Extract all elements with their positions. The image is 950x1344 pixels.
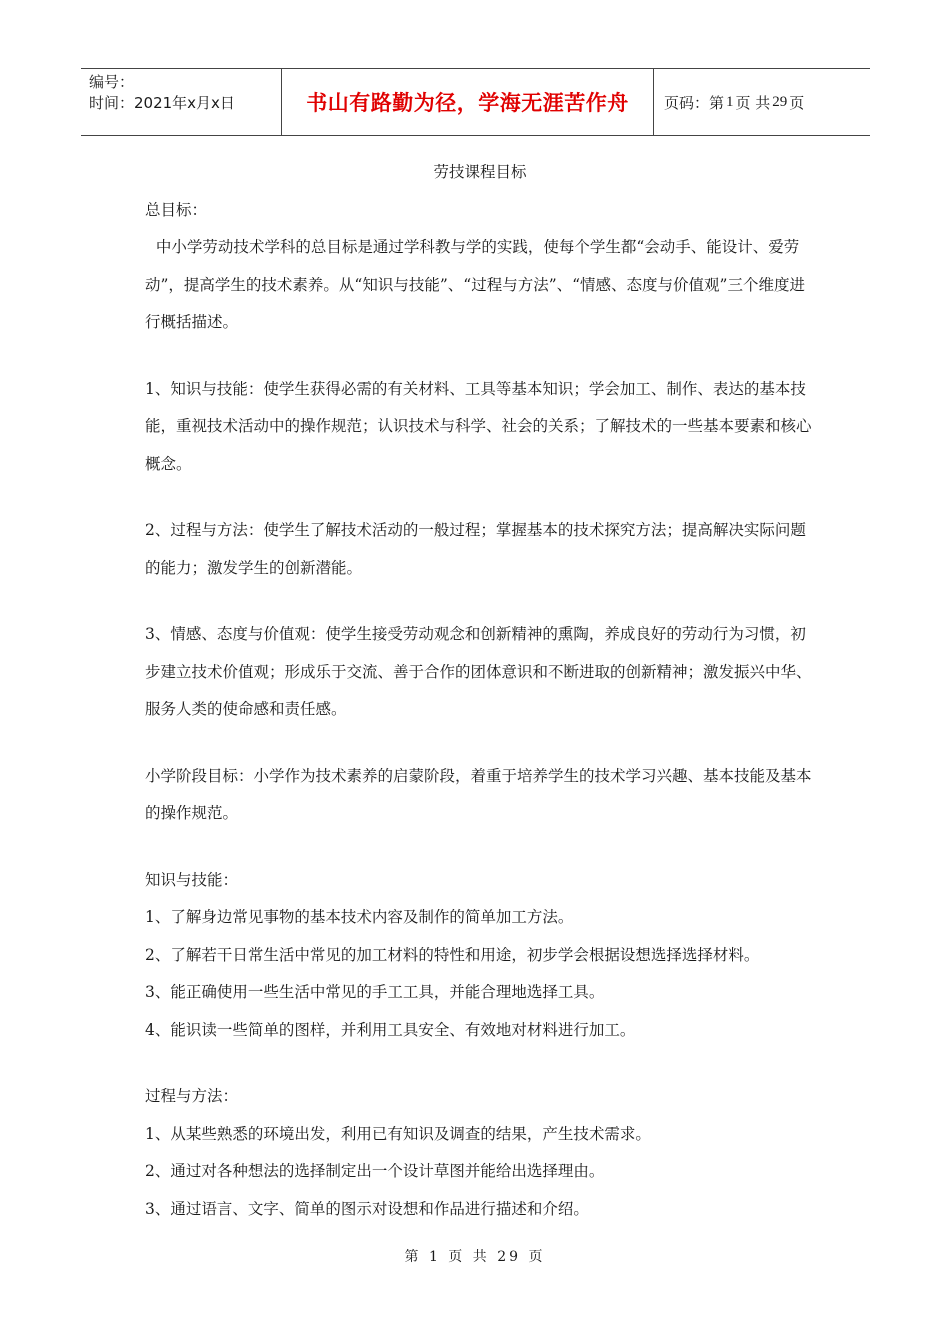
header-page-total: 29 bbox=[772, 93, 788, 110]
goal-knowledge: 1、知识与技能：使学生获得必需的有关材料、工具等基本知识；学会加工、制作、表达的基本技能，重视技术活动中的操作规范；认识技术与科学、社会的关系；了解技术的一些基本要素和核心概念。 bbox=[145, 379, 812, 473]
goal-process: 2、过程与方法：使学生了解技术活动的一般过程；掌握基本的技术探究方法；提高解决实际问题的能力；激发学生的创新潜能。 bbox=[145, 521, 806, 577]
overall-text: 中小学劳动技术学科的总目标是通过学科教与学的实践，使每个学生都“会动手、能设计、爱劳动”，提高学生的技术素养。从“知识与技能”、“过程与方法”、“情感、态度与价值观”三个维度进行概括描述。 bbox=[145, 238, 805, 331]
header-code: 编号： bbox=[89, 73, 135, 91]
knowledge-heading: 知识与技能： bbox=[145, 870, 239, 889]
header-time: 时间：2021年x月x日 bbox=[89, 94, 235, 112]
primary-goal: 小学阶段目标：小学作为技术素养的启蒙阶段，着重于培养学生的技术学习兴趣、基本技能及基本的操作规范。 bbox=[145, 766, 812, 822]
header-meta bbox=[81, 69, 281, 135]
process-heading: 过程与方法： bbox=[145, 1087, 239, 1105]
header-page-mid: 页 共 bbox=[735, 93, 771, 112]
list-item: 2、了解若干日常生活中常见的加工材料的特性和用途，初步学会根据设想选择选择材料。 bbox=[145, 945, 760, 964]
document-body bbox=[145, 154, 815, 1228]
document-title: 劳技课程目标 bbox=[433, 163, 527, 181]
list-item: 1、了解身边常见事物的基本技术内容及制作的简单加工方法。 bbox=[145, 908, 574, 926]
header-page-suffix: 页 bbox=[789, 93, 805, 112]
page-footer: 第 1 页 共 29 页 bbox=[404, 1249, 546, 1265]
list-item: 2、通过对各种想法的选择制定出一个设计草图并能给出选择理由。 bbox=[145, 1162, 605, 1180]
goal-attitude: 3、情感、态度与价值观：使学生接受劳动观念和创新精神的熏陶，养成良好的劳动行为习惯，初步建立技术价值观；形成乐于交流、善于合作的团体意识和不断进取的创新精神；激发振兴中华、服务人类的使命感和责任感。 bbox=[145, 625, 812, 718]
list-item: 3、通过语言、文字、简单的图示对设想和作品进行描述和介绍。 bbox=[145, 1199, 589, 1218]
header-page-prefix: 页码：第 bbox=[664, 93, 725, 112]
overall-heading: 总目标： bbox=[145, 200, 208, 219]
header-slogan: 书山有路勤为径，学海无涯苦作舟 bbox=[281, 69, 654, 135]
header-page-info bbox=[654, 69, 870, 135]
list-item: 1、从某些熟悉的环境出发，利用已有知识及调查的结果，产生技术需求。 bbox=[145, 1124, 651, 1143]
list-item: 4、能识读一些简单的图样，并利用工具安全、有效地对材料进行加工。 bbox=[145, 1020, 636, 1039]
list-item: 3、能正确使用一些生活中常见的手工工具，并能合理地选择工具。 bbox=[145, 983, 605, 1001]
header-page-current: 1 bbox=[726, 93, 734, 110]
page-header bbox=[81, 68, 870, 136]
